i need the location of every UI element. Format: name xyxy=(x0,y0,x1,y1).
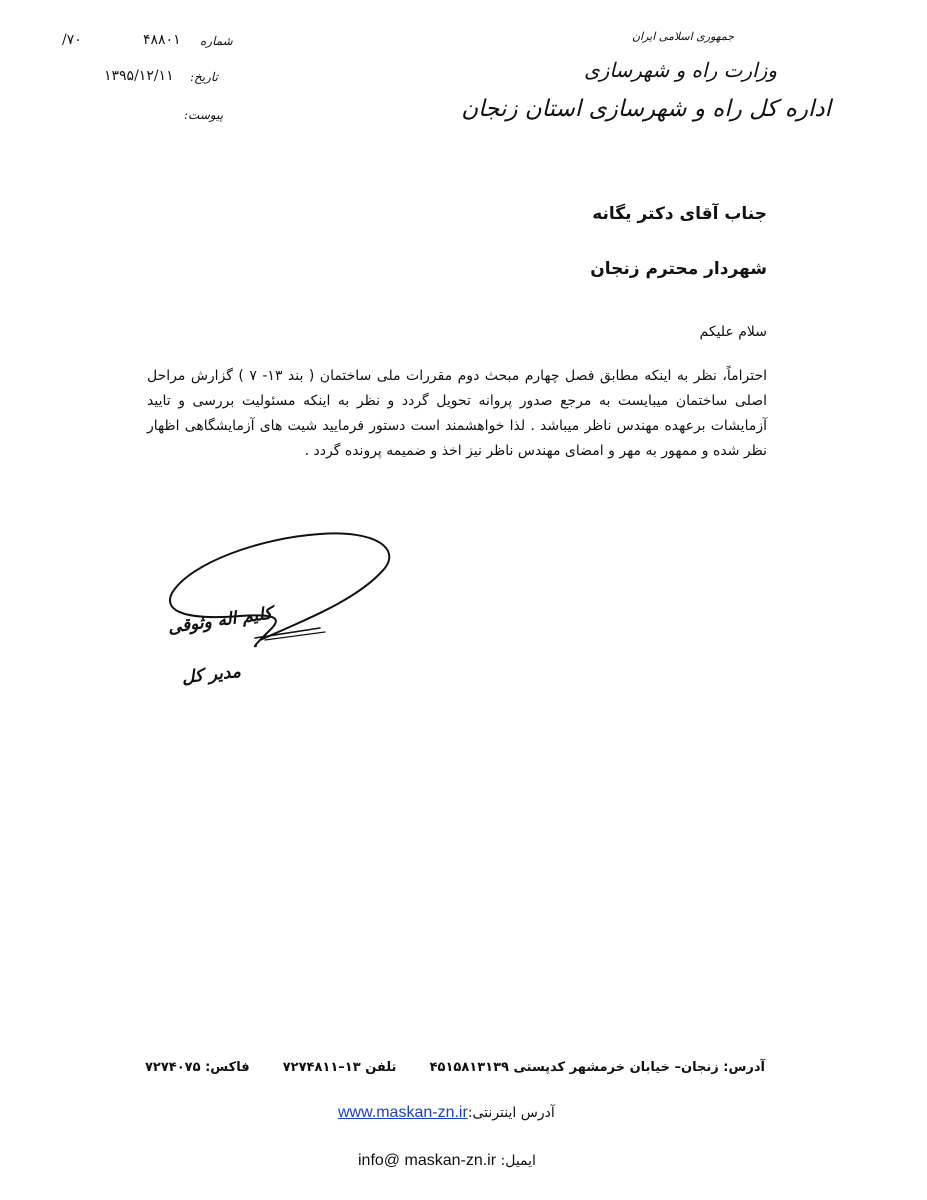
footer-address: آدرس: زنجان– خیابان خرمشهر کدپستی ۴۵۱۵۸۱۳۱۳۹ xyxy=(429,1060,765,1075)
footer-website-row xyxy=(338,1104,555,1122)
signatory-name: کلیم اله وثوقی xyxy=(166,603,274,638)
website-link[interactable]: www.maskan-zn.ir xyxy=(338,1104,468,1121)
letter-attachment-label: پیوست: xyxy=(184,108,224,122)
body-paragraph: احتراماً، نظر به اینکه مطابق فصل چهارم مبحث دوم مقررات ملی ساختمان ( بند ۱۳- ۷ ) گزارش مراحل اصلی ساختمان میبایست به مرجع صدور پروانه تحویل گردد و نظر به اینکه مسئولیت بررسی و تایید آزمایشات برعهده مهندس ناظر میباشد . لذا خواهشمند است دستور فرمایید شیت های آزمایشگاهی اظهار نظر شده و ممهور به مهر و امضای مهندس ناظر نیز اخذ و ضمیمه پرونده گردد . xyxy=(147,368,768,459)
website-label: آدرس اینترنتی: xyxy=(467,1105,555,1121)
addressee-title: شهردار محترم زنجان xyxy=(590,259,767,279)
letter-number: ۴۸۸۰۱ xyxy=(143,32,181,48)
email-label: ایمیل: xyxy=(500,1153,536,1169)
signature-scribble xyxy=(160,528,400,678)
letterhead-ministry: وزارت راه و شهرسازی xyxy=(584,58,777,82)
addressee-name: جناب آقای دکتر یگانه xyxy=(592,204,767,224)
footer-contact-row xyxy=(145,1060,765,1075)
letterhead-republic: جمهوری اسلامی ایران xyxy=(631,30,734,43)
greeting: سلام علیکم xyxy=(699,324,767,340)
footer-phone: تلفن ۱۳–۷۲۷۴۸۱۱ xyxy=(282,1060,397,1075)
signatory-title: مدیر کل xyxy=(180,661,242,688)
footer-email-row xyxy=(358,1152,536,1170)
footer-fax: فاکس: ۷۲۷۴۰۷۵ xyxy=(145,1060,250,1075)
letter-number-suffix: /۷۰ xyxy=(62,32,82,48)
letter-number-label: شماره xyxy=(200,34,233,48)
letter-date-label: تاریخ: xyxy=(190,70,218,84)
email-value: info@ maskan-zn.ir xyxy=(358,1152,497,1169)
letterhead-department: اداره کل راه و شهرسازی استان زنجان xyxy=(461,96,831,122)
letter-body xyxy=(147,364,767,464)
letter-date: ۱۳۹۵/۱۲/۱۱ xyxy=(104,68,174,84)
